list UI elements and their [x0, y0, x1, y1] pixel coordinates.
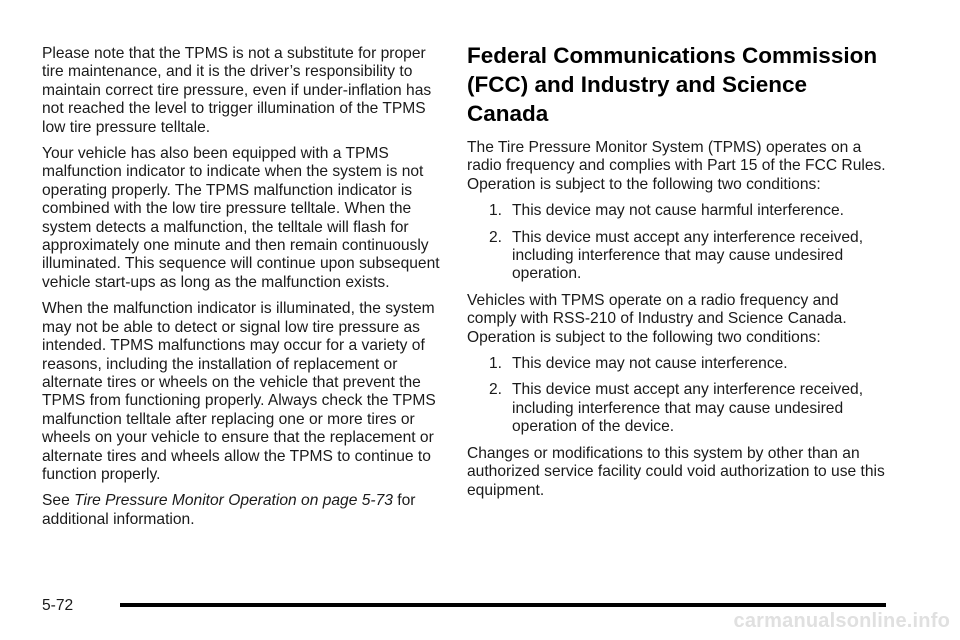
watermark: carmanualsonline.info	[733, 610, 950, 632]
list-item-number: 1.	[489, 355, 503, 373]
canada-conditions-list	[467, 355, 887, 437]
list-item	[467, 381, 887, 436]
section-heading: Federal Communications Commission (FCC) and Industry and Science Canada	[467, 43, 878, 126]
list-item	[467, 229, 887, 284]
closing-paragraph: Changes or modifications to this system by other than an authorized service facility could void authorization to use this equipment.	[467, 444, 885, 499]
list-item-text: This device may not cause interference.	[512, 355, 788, 373]
intro-paragraph: The Tire Pressure Monitor System (TPMS) operates on a radio frequency and complies with Part 15 of the FCC Rules. Operation is subject to the following two conditions:	[467, 139, 886, 193]
list-item-text: This device must accept any interference received, including interference that may cause undesired operation.	[512, 228, 864, 283]
list-item-number: 1.	[489, 202, 503, 220]
see-suffix: for additional information.	[42, 492, 416, 528]
footer-divider	[120, 603, 886, 607]
cross-reference-link[interactable]: Tire Pressure Monitor Operation on page 5-73	[74, 492, 393, 510]
right-column	[467, 45, 887, 508]
page-number: 5-72	[42, 597, 74, 614]
list-item-text: This device must accept any interference received, including interference that may cause undesired operation of the device.	[512, 381, 864, 436]
list-item	[467, 202, 887, 220]
list-item	[467, 355, 887, 373]
fcc-conditions-list	[467, 202, 887, 284]
list-item-number: 2.	[489, 381, 503, 399]
body-paragraph: Please note that the TPMS is not a substitute for proper tire maintenance, and it is the driver’s responsibility to maintain correct tire pressure, even if under-inflation has not reached the level to trigger illumination of the TPMS low tire pressure telltale.	[42, 45, 432, 136]
see-reference-paragraph	[42, 492, 450, 529]
body-paragraph: When the malfunction indicator is illuminated, the system may not be able to detect or signal low tire pressure as intended. TPMS malfunctions may occur for a variety of reasons, including the installation of replacement or alternate tires or wheels on the vehicle that prevent the TPMS from functioning properly. Always check the TPMS malfunction telltale after replacing one or more tires or wheels on your vehicle to ensure that the replacement or alternate tires and wheels allow the TPMS to continue to function properly.	[42, 300, 436, 483]
list-item-text: This device may not cause harmful interference.	[512, 202, 844, 220]
body-paragraph: Your vehicle has also been equipped with a TPMS malfunction indicator to indicate when the system is not operating properly. The TPMS malfunction indicator is combined with the low tire pressure telltale. When the system detects a malfunction, the telltale will flash for approximately one minute and then remain continuously illuminated. This sequence will continue upon subsequent vehicle start-ups as long as the malfunction exists.	[42, 145, 440, 291]
body-paragraph: Vehicles with TPMS operate on a radio frequency and comply with RSS-210 of Industry and Science Canada. Operation is subject to the following two conditions:	[467, 291, 847, 346]
see-prefix: See	[42, 492, 70, 510]
list-item-number: 2.	[489, 228, 503, 246]
left-column	[42, 45, 450, 537]
